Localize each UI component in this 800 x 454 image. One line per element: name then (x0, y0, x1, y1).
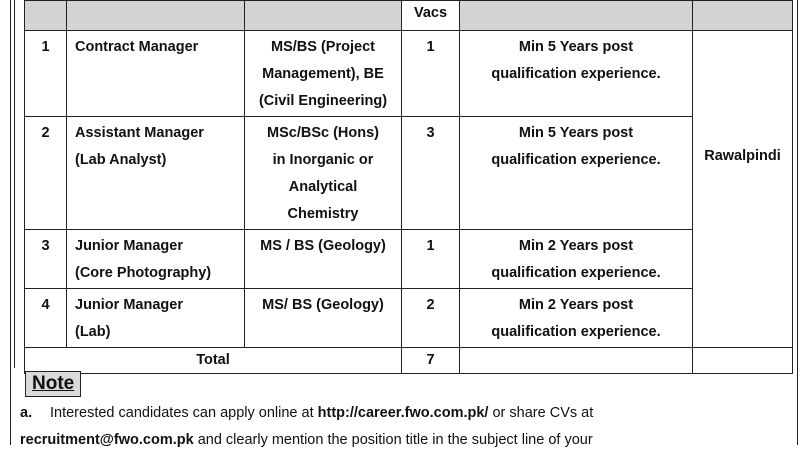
total-empty-cell (693, 348, 793, 374)
position-title: Junior Manager (Core Photography) (75, 238, 212, 281)
header-cell-location (693, 1, 793, 31)
table-row (25, 230, 793, 289)
experience: Min 5 Years post qualification experience. (491, 39, 661, 82)
table-row (25, 117, 793, 230)
note-text-3: and clearly mention the position title in the subject line of your (193, 432, 593, 448)
recruitment-email[interactable]: recruitment@fwo.com.pk (20, 432, 194, 448)
vacancies-table (24, 0, 793, 374)
header-cell-no (25, 1, 67, 31)
header-cell-vacs: Vacs (402, 1, 460, 31)
row-number: 4 (41, 297, 50, 313)
note-heading: Note (25, 371, 81, 397)
row-number: 3 (41, 238, 50, 254)
header-cell-qualification (245, 1, 402, 31)
location: Rawalpindi (704, 148, 781, 164)
qualification: MSc/BSc (Hons) in Inorganic or Analytical Chemistry (267, 125, 379, 222)
note-text-1: Interested candidates can apply online at (50, 405, 318, 421)
table-row (25, 289, 793, 348)
table-header-row (25, 1, 793, 31)
total-empty-cell (460, 348, 693, 374)
qualification: MS / BS (Geology) (260, 238, 386, 254)
row-number: 1 (41, 39, 50, 55)
experience: Min 2 Years post qualification experience. (491, 238, 661, 281)
page-border-left-inner (14, 0, 15, 368)
header-cell-position (67, 1, 245, 31)
qualification: MS/BS (Project Management), BE (Civil Engineering) (258, 39, 388, 109)
total-vacs: 7 (402, 348, 460, 374)
total-label: Total (25, 348, 402, 374)
header-cell-experience (460, 1, 693, 31)
position-title: Contract Manager (75, 39, 199, 55)
note-item-label: a. (20, 405, 33, 421)
location-cell (693, 31, 793, 348)
experience: Min 5 Years post qualification experience. (491, 125, 661, 168)
note-text-2: or share CVs at (488, 405, 594, 421)
page-border-right (797, 0, 798, 445)
career-link[interactable]: http://career.fwo.com.pk/ (317, 405, 489, 421)
vacancy-count: 2 (426, 297, 435, 313)
position-title: Junior Manager (Lab) (75, 297, 183, 340)
row-number: 2 (41, 125, 50, 141)
vacancy-count: 1 (426, 238, 435, 254)
vacancy-count: 1 (426, 39, 435, 55)
table-row (25, 31, 793, 117)
qualification: MS/ BS (Geology) (262, 297, 384, 313)
page-border-left (10, 0, 11, 445)
experience: Min 2 Years post qualification experience. (491, 297, 661, 340)
note-item-a (20, 400, 792, 454)
vacancy-count: 3 (426, 125, 435, 141)
total-row (25, 348, 793, 374)
position-title: Assistant Manager (Lab Analyst) (75, 125, 204, 168)
